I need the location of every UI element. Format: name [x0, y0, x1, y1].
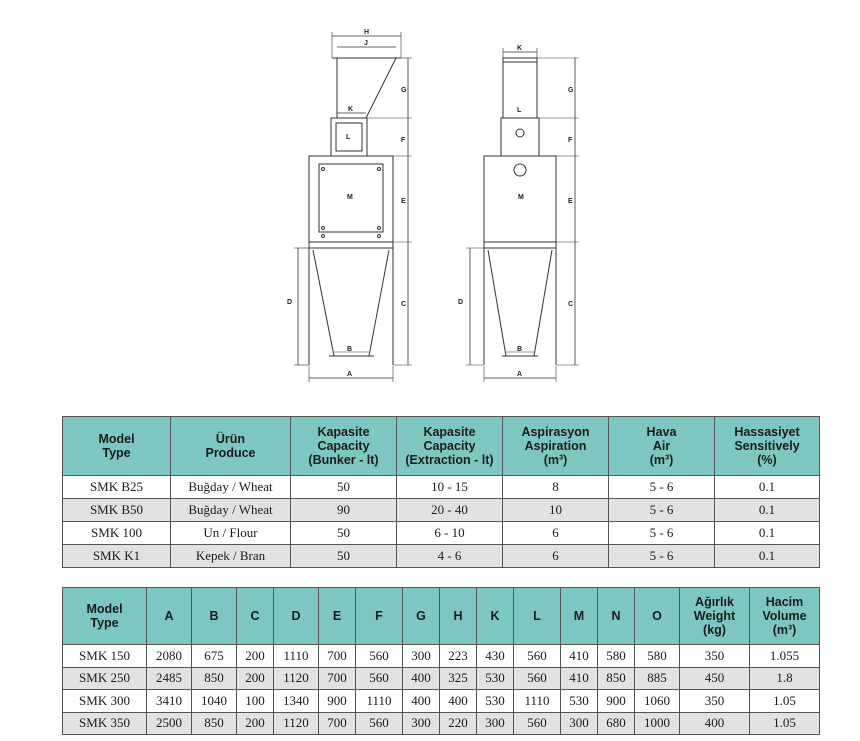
table-cell: 410: [561, 645, 598, 668]
dimensions-table: [62, 587, 820, 735]
capacity-header-cell: [397, 417, 503, 476]
front-label-m: M: [347, 194, 353, 201]
side-view: [458, 45, 579, 382]
capacity-header-line: (Extraction - lt): [405, 453, 494, 467]
dimensions-header-line: Hacim: [765, 595, 804, 609]
table-cell: 6: [503, 522, 609, 545]
table-cell: 5 - 6: [609, 545, 715, 568]
dimensions-header-line: G: [416, 609, 426, 623]
dimensions-header-line: B: [209, 609, 219, 623]
table-cell: SMK 350: [63, 712, 147, 735]
table-cell: 200: [237, 645, 274, 668]
side-dim-g: G: [568, 87, 574, 94]
capacity-header-line: (m³): [649, 453, 674, 467]
table-cell: 5 - 6: [609, 499, 715, 522]
table-cell: 560: [514, 667, 561, 690]
dimensions-header-cell: [356, 588, 403, 645]
dimensions-header-cell: [598, 588, 635, 645]
dimensions-header-line: C: [250, 609, 260, 623]
dimensions-header-line: E: [332, 609, 342, 623]
table-cell: 560: [356, 667, 403, 690]
front-dim-f: F: [401, 137, 406, 144]
dimensions-header-line: M: [573, 609, 585, 623]
table-cell: 200: [237, 667, 274, 690]
side-dim-k: K: [517, 45, 523, 52]
table-cell: SMK 150: [63, 645, 147, 668]
table-cell: 50: [291, 545, 397, 568]
dimensions-header-line: (kg): [703, 623, 726, 637]
dimensions-header-line: H: [453, 609, 463, 623]
table-cell: Un / Flour: [171, 522, 291, 545]
dimensions-header-cell: [63, 588, 147, 645]
table-cell: 1.8: [750, 667, 820, 690]
table-cell: 5 - 6: [609, 476, 715, 499]
dimensions-header-cell: [477, 588, 514, 645]
dimensions-header-cell: [319, 588, 356, 645]
capacity-table-header: [63, 417, 820, 476]
dimensions-table-body: [63, 645, 820, 735]
dimensions-header-line: Volume: [762, 609, 807, 623]
table-cell: 0.1: [715, 476, 820, 499]
table-cell: 20 - 40: [397, 499, 503, 522]
table-row: [63, 499, 820, 522]
table-cell: 400: [440, 690, 477, 713]
table-cell: 220: [440, 712, 477, 735]
table-cell: SMK 300: [63, 690, 147, 713]
front-dim-k: K: [348, 106, 354, 113]
table-cell: 850: [598, 667, 635, 690]
side-dim-f: F: [568, 137, 573, 144]
table-cell: 675: [192, 645, 237, 668]
table-cell: Buğday / Wheat: [171, 476, 291, 499]
table-cell: 885: [635, 667, 680, 690]
table-cell: 560: [514, 645, 561, 668]
capacity-header-line: (Bunker - lt): [308, 453, 379, 467]
table-cell: 900: [319, 690, 356, 713]
table-cell: 50: [291, 476, 397, 499]
side-dim-a: A: [517, 371, 523, 378]
table-cell: 6 - 10: [397, 522, 503, 545]
table-cell: 700: [319, 712, 356, 735]
front-dim-a: A: [347, 371, 353, 378]
dimensions-table-header: [63, 588, 820, 645]
table-cell: 1.05: [750, 712, 820, 735]
table-cell: 2080: [147, 645, 192, 668]
table-row: [63, 645, 820, 668]
capacity-header-line: Sensitively: [734, 439, 800, 453]
table-row: [63, 545, 820, 568]
table-cell: Kepek / Bran: [171, 545, 291, 568]
table-cell: Buğday / Wheat: [171, 499, 291, 522]
table-cell: 300: [561, 712, 598, 735]
table-cell: 680: [598, 712, 635, 735]
table-cell: 560: [356, 645, 403, 668]
dimensions-header-cell: [440, 588, 477, 645]
table-cell: 580: [598, 645, 635, 668]
dimensions-header-cell: [274, 588, 319, 645]
dimensions-header-cell: [403, 588, 440, 645]
table-cell: 530: [477, 690, 514, 713]
table-cell: 1340: [274, 690, 319, 713]
table-cell: 10 - 15: [397, 476, 503, 499]
dimensions-header-line: F: [375, 609, 383, 623]
table-cell: 50: [291, 522, 397, 545]
capacity-header-line: Capacity: [317, 439, 370, 453]
table-cell: 580: [635, 645, 680, 668]
capacity-header-cell: [63, 417, 171, 476]
dimensions-header-cell: [750, 588, 820, 645]
table-cell: SMK 100: [63, 522, 171, 545]
capacity-header-line: Aspiration: [524, 439, 587, 453]
table-cell: 90: [291, 499, 397, 522]
dimensions-header-cell: [147, 588, 192, 645]
table-cell: 400: [403, 690, 440, 713]
dimensions-header-line: K: [490, 609, 500, 623]
front-dim-b: B: [347, 346, 353, 353]
table-cell: 1120: [274, 712, 319, 735]
capacity-header-line: Type: [102, 446, 131, 460]
table-cell: 1000: [635, 712, 680, 735]
capacity-header-line: Kapasite: [317, 425, 370, 439]
table-cell: 1.05: [750, 690, 820, 713]
side-dim-c: C: [568, 301, 574, 308]
table-cell: 430: [477, 645, 514, 668]
side-label-m: M: [518, 194, 524, 201]
table-cell: 850: [192, 667, 237, 690]
table-cell: 8: [503, 476, 609, 499]
dimensions-header-line: L: [533, 609, 541, 623]
table-row: [63, 476, 820, 499]
dimensions-header-line: Type: [90, 616, 119, 630]
table-cell: 0.1: [715, 499, 820, 522]
table-cell: 1120: [274, 667, 319, 690]
dimensions-header-line: Weight: [693, 609, 736, 623]
front-label-l: L: [346, 134, 351, 141]
table-cell: 6: [503, 545, 609, 568]
table-cell: 700: [319, 645, 356, 668]
table-cell: 530: [477, 667, 514, 690]
capacity-header-line: Aspirasyon: [521, 425, 590, 439]
table-cell: 300: [403, 712, 440, 735]
table-row: [63, 712, 820, 735]
capacity-header-line: (m³): [543, 453, 568, 467]
dimensions-header-line: A: [164, 609, 174, 623]
side-label-l: L: [517, 107, 522, 114]
table-cell: 4 - 6: [397, 545, 503, 568]
table-cell: 350: [680, 690, 750, 713]
front-dim-d: D: [287, 299, 293, 306]
dimensions-header-cell: [680, 588, 750, 645]
capacity-header-line: Ürün: [215, 432, 246, 446]
table-cell: 1.055: [750, 645, 820, 668]
table-cell: 223: [440, 645, 477, 668]
capacity-header-cell: [609, 417, 715, 476]
front-dim-c: C: [401, 301, 407, 308]
table-cell: SMK B50: [63, 499, 171, 522]
capacity-header-cell: [291, 417, 397, 476]
side-dim-b: B: [517, 346, 523, 353]
table-cell: SMK K1: [63, 545, 171, 568]
table-cell: 300: [403, 645, 440, 668]
table-cell: 560: [356, 712, 403, 735]
side-dim-e: E: [568, 198, 573, 205]
table-cell: 100: [237, 690, 274, 713]
table-cell: 1110: [356, 690, 403, 713]
table-cell: 1040: [192, 690, 237, 713]
table-cell: 900: [598, 690, 635, 713]
table-cell: 5 - 6: [609, 522, 715, 545]
table-cell: 1110: [514, 690, 561, 713]
capacity-header-line: Air: [652, 439, 671, 453]
table-cell: SMK B25: [63, 476, 171, 499]
capacity-header-line: Capacity: [423, 439, 476, 453]
dimensions-header-line: (m³): [772, 623, 797, 637]
front-view: [287, 29, 412, 382]
capacity-header-cell: [171, 417, 291, 476]
table-cell: 2500: [147, 712, 192, 735]
table-cell: 1110: [274, 645, 319, 668]
dimensions-header-cell: [635, 588, 680, 645]
front-dim-g: G: [401, 87, 407, 94]
capacity-header-line: Produce: [205, 446, 256, 460]
table-cell: 2485: [147, 667, 192, 690]
table-cell: 700: [319, 667, 356, 690]
table-cell: 450: [680, 667, 750, 690]
table-cell: 560: [514, 712, 561, 735]
capacity-header-cell: [715, 417, 820, 476]
table-cell: 200: [237, 712, 274, 735]
capacity-table: [62, 416, 820, 568]
dimensions-header-line: N: [611, 609, 621, 623]
dimensions-header-cell: [514, 588, 561, 645]
table-cell: 530: [561, 690, 598, 713]
dimensions-header-line: Model: [86, 602, 123, 616]
table-cell: 325: [440, 667, 477, 690]
table-row: [63, 522, 820, 545]
table-cell: 3410: [147, 690, 192, 713]
capacity-header-line: (%): [757, 453, 777, 467]
table-cell: 1060: [635, 690, 680, 713]
table-cell: 300: [477, 712, 514, 735]
capacity-header-line: Kapasite: [423, 425, 476, 439]
table-row: [63, 690, 820, 713]
table-cell: 400: [680, 712, 750, 735]
table-cell: 400: [403, 667, 440, 690]
table-cell: 850: [192, 712, 237, 735]
dimensions-header-cell: [561, 588, 598, 645]
capacity-header-cell: [503, 417, 609, 476]
side-dim-d: D: [458, 299, 464, 306]
dimensions-header-line: D: [291, 609, 301, 623]
table-cell: 10: [503, 499, 609, 522]
front-dim-h: H: [364, 29, 370, 36]
front-dim-j: J: [364, 40, 368, 47]
table-cell: SMK 250: [63, 667, 147, 690]
capacity-header-line: Model: [98, 432, 135, 446]
table-cell: 410: [561, 667, 598, 690]
table-cell: 0.1: [715, 522, 820, 545]
table-row: [63, 667, 820, 690]
front-dim-e: E: [401, 198, 406, 205]
dimensions-header-cell: [237, 588, 274, 645]
dimensions-header-line: Ağırlık: [695, 595, 734, 609]
capacity-header-line: Hassasiyet: [734, 425, 800, 439]
capacity-table-body: [63, 476, 820, 568]
table-cell: 0.1: [715, 545, 820, 568]
table-cell: 350: [680, 645, 750, 668]
dimensions-header-cell: [192, 588, 237, 645]
dimensions-header-line: O: [652, 609, 662, 623]
capacity-header-line: Hava: [646, 425, 677, 439]
